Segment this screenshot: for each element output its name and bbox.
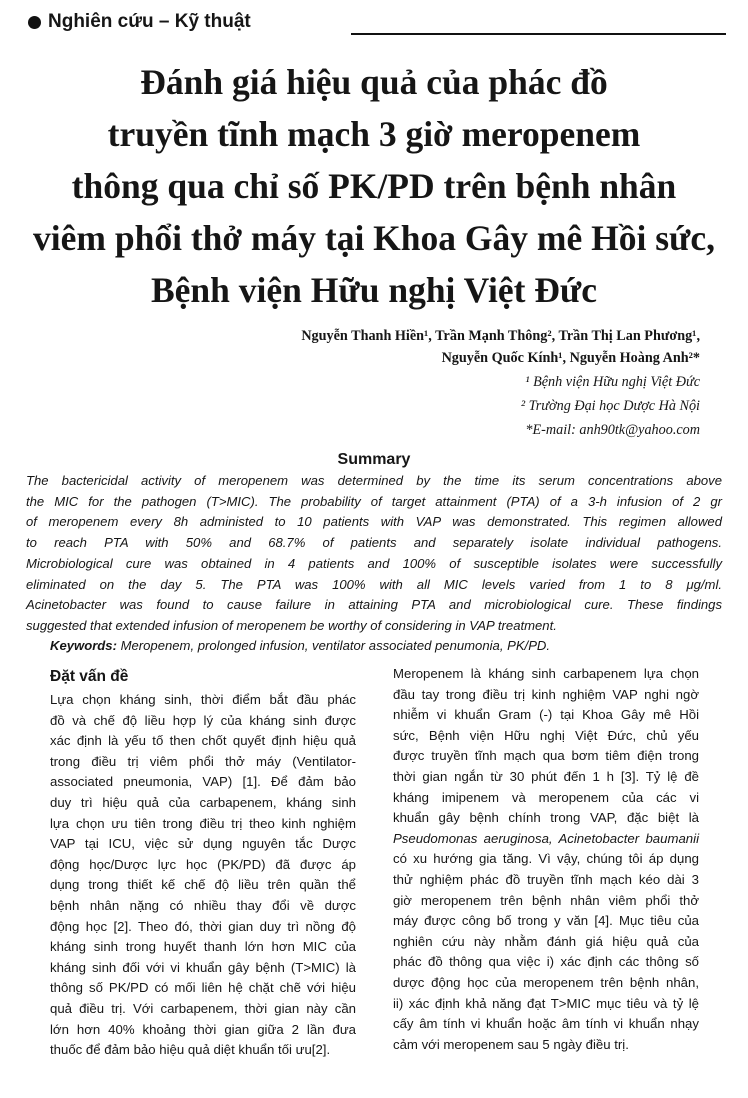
affiliation-line: ² Trường Đại học Dược Hà Nội xyxy=(520,398,700,414)
body-line: nhiễm vi khuẩn Gram (-) tại Khoa Gây mê Hồi xyxy=(393,707,699,723)
intro-heading: Đặt vấn đề xyxy=(50,668,129,685)
body-line: ii) xác định khả năng đạt T>MIC mục tiêu và tỷ lệ xyxy=(393,995,699,1011)
body-line: duy trì hiệu quả của carbapenem, kháng sinh xyxy=(50,794,356,810)
body-line: nghiên cứu này nhằm đánh giá hiệu quả của xyxy=(393,933,699,949)
body-line: associated pneumonia, VAP) [1]. Để đảm bảo xyxy=(50,774,356,790)
body-line: kháng imipenem và meropenem của các vi xyxy=(393,789,699,805)
summary-line: The bactericidal activity of meropenem was determined by the time its serum concentrations above xyxy=(26,473,722,488)
body-line: cảm với meropenem sau 5 ngày điều trị. xyxy=(393,1036,629,1052)
summary-line: Acinetobacter was found to cause failure in attaining PTA and microbiological cure. These findings xyxy=(26,597,722,613)
body-line: thử nghiệm phác đồ truyền tĩnh mạch kéo dài 3 xyxy=(393,871,699,887)
summary-line: suggested that extended infusion of meropenem be worthy of considering in VAP treatment. xyxy=(26,617,557,633)
body-line: bệnh nhân nặng có nhiều thay đổi về dược xyxy=(50,897,356,913)
author-list xyxy=(100,325,700,369)
body-line: máy được công bố trong y văn [4]. Mục tiêu của xyxy=(393,913,699,929)
left-column xyxy=(50,666,356,1061)
contact-email: *E-mail: anh90tk@yahoo.com xyxy=(525,422,700,438)
keywords-label: Keywords: xyxy=(50,638,117,653)
title-line: Đánh giá hiệu quả của phác đồ xyxy=(140,62,608,102)
summary-line: to reach PTA with 50% and 68.7% of patients and separately isolate individual pathogens. xyxy=(26,535,722,551)
body-line: được truyền tĩnh mạch qua bơm tiêm điện trong xyxy=(393,748,699,764)
body-line: lớn hơn 40% khoảng thời gian giữa 2 lần đưa xyxy=(50,1021,356,1037)
header-rule xyxy=(351,33,726,35)
affiliations xyxy=(300,370,700,442)
body-line: giờ meropenem trên bệnh nhân viêm phổi thở xyxy=(393,892,699,908)
body-line: Meropenem là kháng sinh carbapenem lựa chọn xyxy=(393,666,699,681)
right-column xyxy=(393,664,699,1055)
keywords xyxy=(50,636,730,656)
body-line: VAP tại ICU, việc sử dụng nguyên tắc Dược xyxy=(50,836,356,852)
body-line: đầu tay trong điều trị kinh nghiệm VAP nghi ngờ xyxy=(393,686,699,702)
body-line: xác định là yếu tố then chốt quyết định hiệu quả xyxy=(50,733,356,749)
title-line: thông qua chỉ số PK/PD trên bệnh nhân xyxy=(71,166,677,206)
body-line: quả điều trị. Với carbapenem, thời gian này cần xyxy=(50,1000,356,1016)
body-line: kháng sinh đối với vi khuẩn gây bệnh (T>MIC) là xyxy=(50,959,356,975)
bullet-dot-icon xyxy=(28,16,41,29)
body-line: dược động học của meropenem trên bệnh nhân, xyxy=(393,974,699,990)
body-line: thuốc để đảm bảo hiệu quả diệt khuẩn tối ưu[2]. xyxy=(50,1042,331,1058)
body-line: phác đồ thông qua việc i) xác định các thông số xyxy=(393,954,699,970)
body-line: lựa chọn ưu tiên trong điều trị theo kinh nghiệm xyxy=(50,815,356,831)
body-line: cấy âm tính vi khuẩn hoặc âm tính vi khuẩn nhạy xyxy=(393,1016,699,1032)
author-line: Nguyễn Quốc Kính¹, Nguyễn Hoàng Anh²* xyxy=(441,350,700,366)
title-line: Bệnh viện Hữu nghị Việt Đức xyxy=(151,270,597,310)
body-line: kháng sinh trong huyết thanh lớn hơn MIC của xyxy=(50,939,356,955)
title-line: viêm phổi thở máy tại Khoa Gây mê Hồi sức, xyxy=(33,218,715,258)
summary-abstract xyxy=(26,471,722,637)
body-line xyxy=(393,829,699,850)
article-title xyxy=(20,56,728,316)
summary-heading: Summary xyxy=(337,451,411,468)
keywords-text: Meropenem, prolonged infusion, ventilator associated penumonia, PK/PD. xyxy=(116,638,551,653)
title-line: truyền tĩnh mạch 3 giờ meropenem xyxy=(107,114,641,154)
body-line: trong điều trị viêm phổi thở máy (Ventilator- xyxy=(50,753,356,769)
summary-line: the MIC for the pathogen (T>MIC). The probability of target attainment (PTA) of a 3-h infusion of 2 gr xyxy=(26,493,722,509)
species-names: Pseudomonas aeruginosa, Acinetobacter baumanii xyxy=(393,830,699,846)
body-line: có xu hướng gia tăng. Vì vậy, chúng tôi áp dụng xyxy=(393,851,699,867)
body-line: khuẩn gây bệnh chính trong VAP, đặc biệt là xyxy=(393,810,699,826)
body-line: động học/Dược lực học (PK/PD) đã được áp xyxy=(50,856,356,872)
body-line: Lựa chọn kháng sinh, thời điểm bắt đầu phác xyxy=(50,692,356,707)
body-line: thời gian ngắn từ 30 phút đến 1 h [3]. Tỷ lệ đề xyxy=(393,768,699,784)
section-header xyxy=(26,10,726,36)
section-label: Nghiên cứu – Kỹ thuật xyxy=(48,11,251,32)
summary-line: of meropenem every 8h administed to 10 patients with VAP was demonstrated. This regimen allowed xyxy=(26,514,722,530)
body-line: dụng trong thiết kế chế độ liều trên quần thể xyxy=(50,877,356,893)
body-line: sức, Bệnh viện Hữu nghị Việt Đức, chủ yếu xyxy=(393,727,699,743)
author-line: Nguyễn Thanh Hiền¹, Trần Mạnh Thông², Trần Thị Lan Phương¹, xyxy=(301,328,700,344)
affiliation-line: ¹ Bệnh viện Hữu nghị Việt Đức xyxy=(525,374,700,390)
summary-line: eliminated on the day 5. The PTA was 100% with all MIC levels varied from 1 to 8 μg/ml. xyxy=(26,576,722,592)
summary-line: Microbiological cure was obtained in 4 patients and 100% of susceptible isolates were successfully xyxy=(26,555,722,571)
body-line: thông số PK/PD có mối liên hệ chặt chẽ với hiệu xyxy=(50,980,356,996)
body-line: đồ và chế độ liều hợp lý của kháng sinh được xyxy=(50,712,356,728)
body-line: động học [2]. Theo đó, thời gian duy trì nồng độ xyxy=(50,918,356,934)
